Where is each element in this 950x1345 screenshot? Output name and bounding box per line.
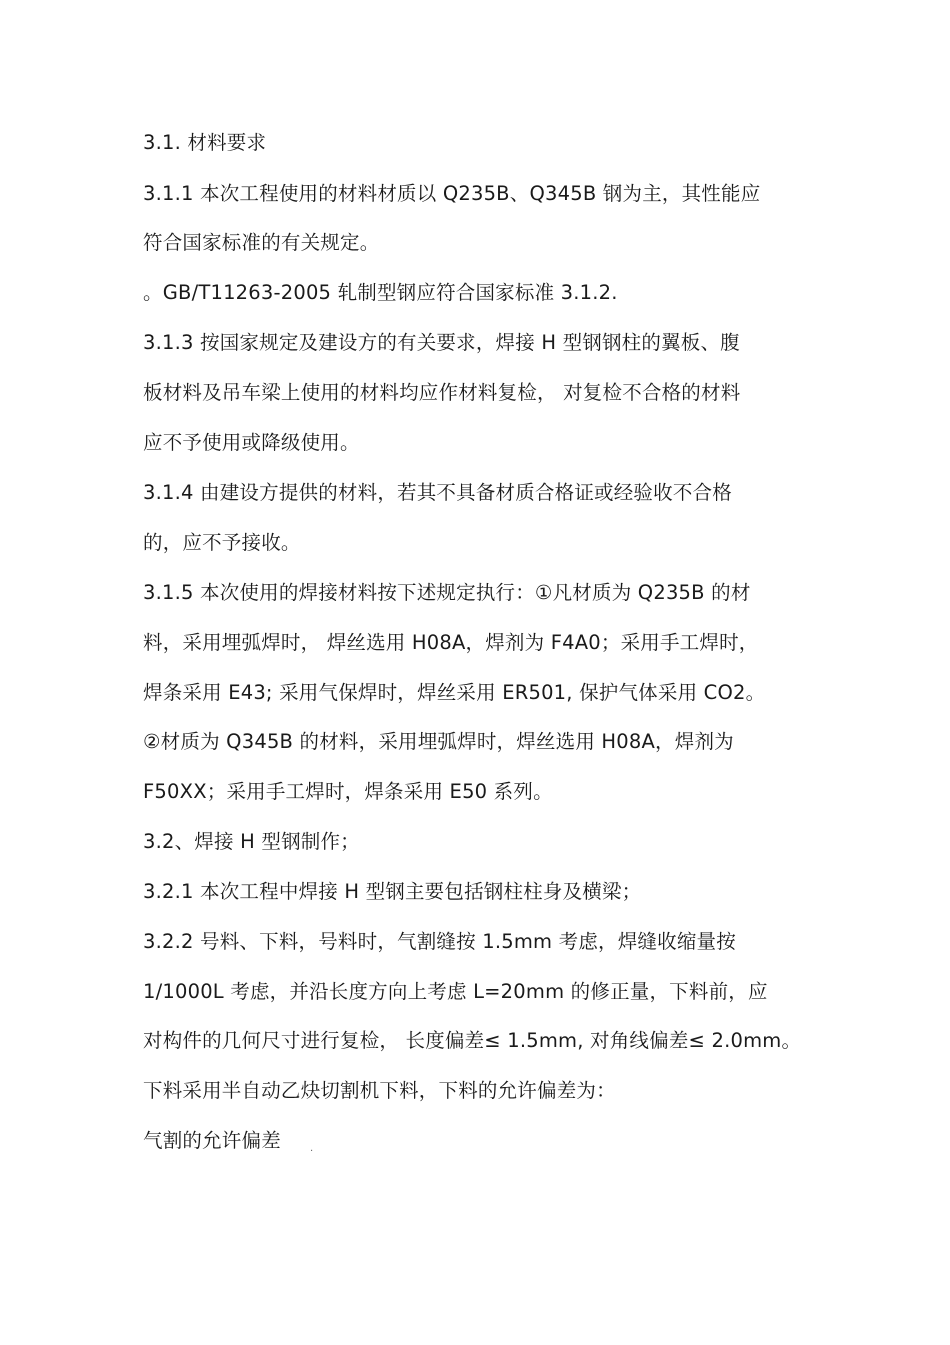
paragraph-line: 焊条采用 E43; 采用气保焊时，焊丝采用 ER501, 保护气体采用 CO2。 [143,681,766,704]
paragraph-line: F50XX；采用手工焊时，焊条采用 E50 系列。 [143,780,553,803]
paragraph-line: 气割的允许偏差 [143,1129,281,1152]
paragraph-line: 1/1000L 考虑，并沿长度方向上考虑 L=20mm 的修正量，下料前，应 [143,980,768,1003]
paragraph-line: 3.1.1 本次工程使用的材料材质以 Q235B、Q345B 钢为主，其性能应 [143,182,761,205]
paragraph-line: 符合国家标准的有关规定。 [143,231,380,254]
section-heading-3-2: 3.2、焊接 H 型钢制作； [143,830,360,853]
paragraph-line: 的，应不予接收。 [143,531,301,554]
paragraph-line: 。GB/T11263-2005 轧制型钢应符合国家标准 3.1.2. [143,281,618,304]
section-heading-3-1: 3.1. 材料要求 [143,131,267,154]
paragraph-line: 料，采用埋弧焊时， 焊丝选用 H08A，焊剂为 F4A0；采用手工焊时， [143,631,759,654]
paragraph-line: 下料采用半自动乙炔切割机下料，下料的允许偏差为： [143,1079,616,1102]
paragraph-line: 对构件的几何尺寸进行复检， 长度偏差≤ 1.5mm, 对角线偏差≤ 2.0mm。 [143,1029,802,1052]
paragraph-line: 应不予使用或降级使用。 [143,431,360,454]
paragraph-line: 3.1.4 由建设方提供的材料，若其不具备材质合格证或经验收不合格 [143,481,732,504]
trailing-mark: . [310,1143,314,1154]
paragraph-line: ②材质为 Q345B 的材料，采用埋弧焊时，焊丝选用 H08A，焊剂为 [143,730,734,753]
paragraph-line: 板材料及吊车梁上使用的材料均应作材料复检， 对复检不合格的材料 [143,381,741,404]
paragraph-line: 3.2.2 号料、下料，号料时，气割缝按 1.5mm 考虑，焊缝收缩量按 [143,930,736,953]
paragraph-line: 3.1.3 按国家规定及建设方的有关要求，焊接 H 型钢钢柱的翼板、腹 [143,331,740,354]
paragraph-line: 3.1.5 本次使用的焊接材料按下述规定执行：①凡材质为 Q235B 的材 [143,581,751,604]
paragraph-line: 3.2.1 本次工程中焊接 H 型钢主要包括钢柱柱身及横梁； [143,880,642,903]
